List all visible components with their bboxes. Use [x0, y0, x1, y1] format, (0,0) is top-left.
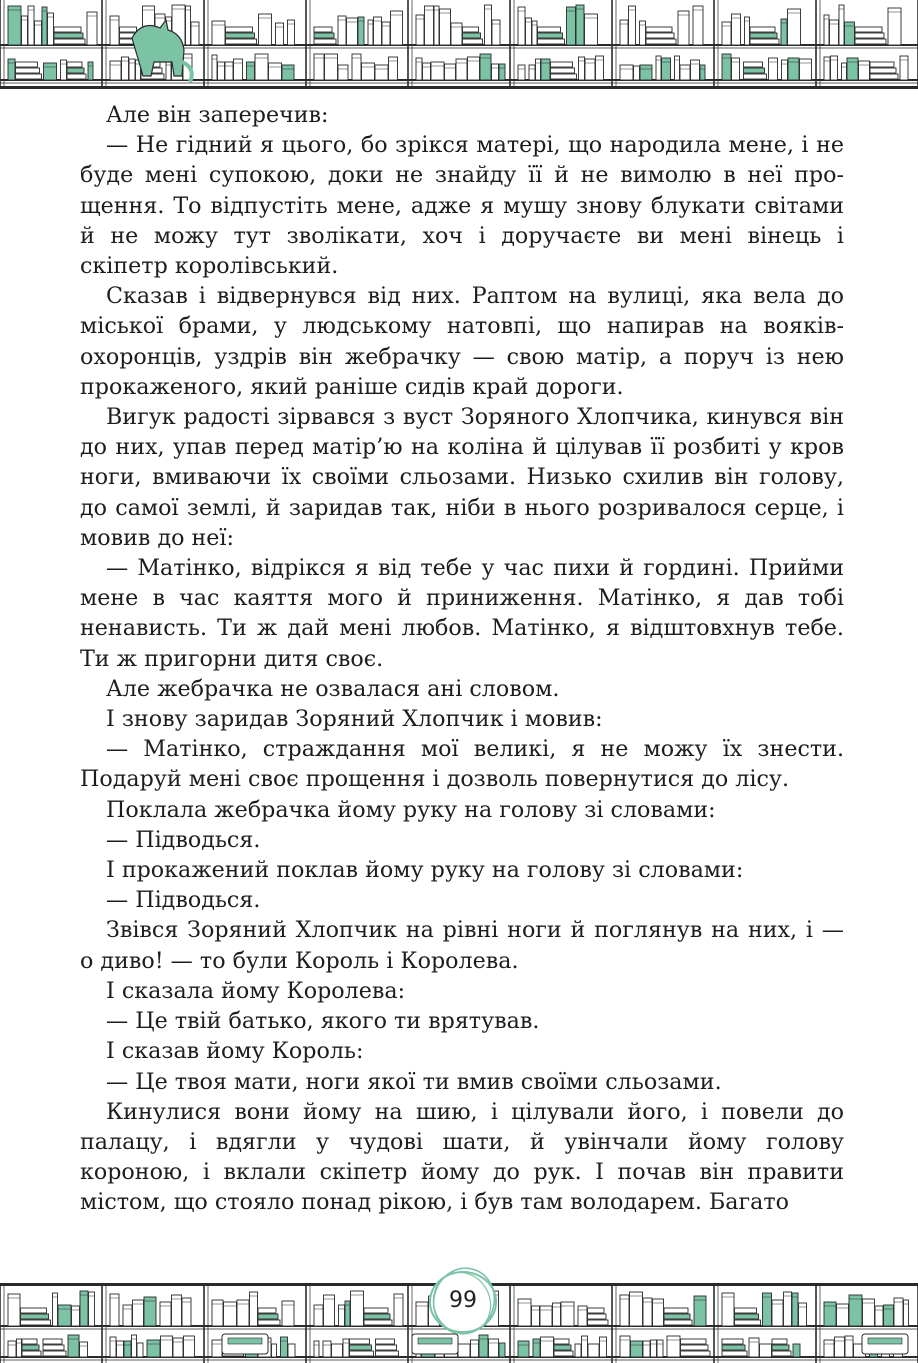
paragraph: — Підводься. [106, 887, 261, 914]
paragraph: — Підводься. [106, 826, 261, 853]
paragraph: Сказав і відвернувся від них. Раптом на вулиці, яка вела до міської брами, у людському натовпі, що напирав на вояків-охоронців, уздрів він жебрачку — свою матір, а поруч із нею прокаженого, який раніше сидів край дороги. [80, 283, 844, 400]
paragraph: — Матінко, відрікся я від тебе у час пихи й гордині. Прийми мене в час каяття мого й приниження. Матінко, я дав тобі ненависть. Ти ж дай мені любов. Матінко, я відштовхнув тебе. Ти ж пригорни дитя своє. [80, 555, 844, 672]
paragraph: Звівся Зоряний Хлопчик на рівні ноги й поглянув на них, і — о диво! — то були Король і Королева. [80, 917, 844, 974]
paragraph: — Це твоя мати, ноги якої ти вмив своїми сльозами. [106, 1068, 722, 1095]
paragraph: І сказала йому Королева: [106, 977, 406, 1004]
paragraph: І сказав йому Король: [106, 1038, 364, 1065]
paragraph: — Це твій батько, якого ти врятував. [106, 1008, 540, 1035]
paragraph: Але він заперечив: [106, 102, 329, 128]
paragraph: — Не гідний я цього, бо зрікся матері, що народила мене, і не буде мені супокою, доки не знайду її й не вимолю в неї прощення. То відпустіть мене, адже я мушу знову блукати світами й не можу тут зволікати, хоч і доручаєте ви мені вінець і скіпетр королівський. [80, 132, 844, 280]
page-number: 99 [449, 1288, 477, 1313]
paragraph: Кинулися вони йому на шию, і цілували його, і повели до палацу, і вдягли у чудові шати, й увінчали йому голову короною, і вклали скіпетр йому до рук. І почав він правити містом, що стояло понад рікою, і був там володарем. Багато [80, 1098, 844, 1216]
paragraph: — Матінко, страждання мої великі, я не можу їх знести. Подаруй мені своє прощення і дозволь повернутися до лісу. [80, 736, 844, 793]
paragraph: Вигук радості зірвався з вуст Зоряного Хлопчика, кинувся він до них, упав перед матір’ю на коліна й цілував її розбиті у кров ноги, вмиваючи їх своїми сльозами. Низько схилив він голову, до самої землі, й заридав так, ніби в нього розривалося серце, і мовив до неї: [80, 404, 844, 551]
paragraph: І знову заридав Зоряний Хлопчик і мовив: [106, 706, 603, 733]
paragraph: І прокажений поклав йому руку на голову зі словами: [106, 857, 744, 884]
paragraph: Але жебрачка не озвалася ані словом. [106, 675, 560, 702]
bookshelf-top-graphic [0, 0, 918, 86]
header-bookshelf-illustration [0, 0, 918, 89]
story-text [80, 100, 844, 1218]
paragraph: Поклала жебрачка йому руку на голову зі словами: [106, 796, 716, 823]
